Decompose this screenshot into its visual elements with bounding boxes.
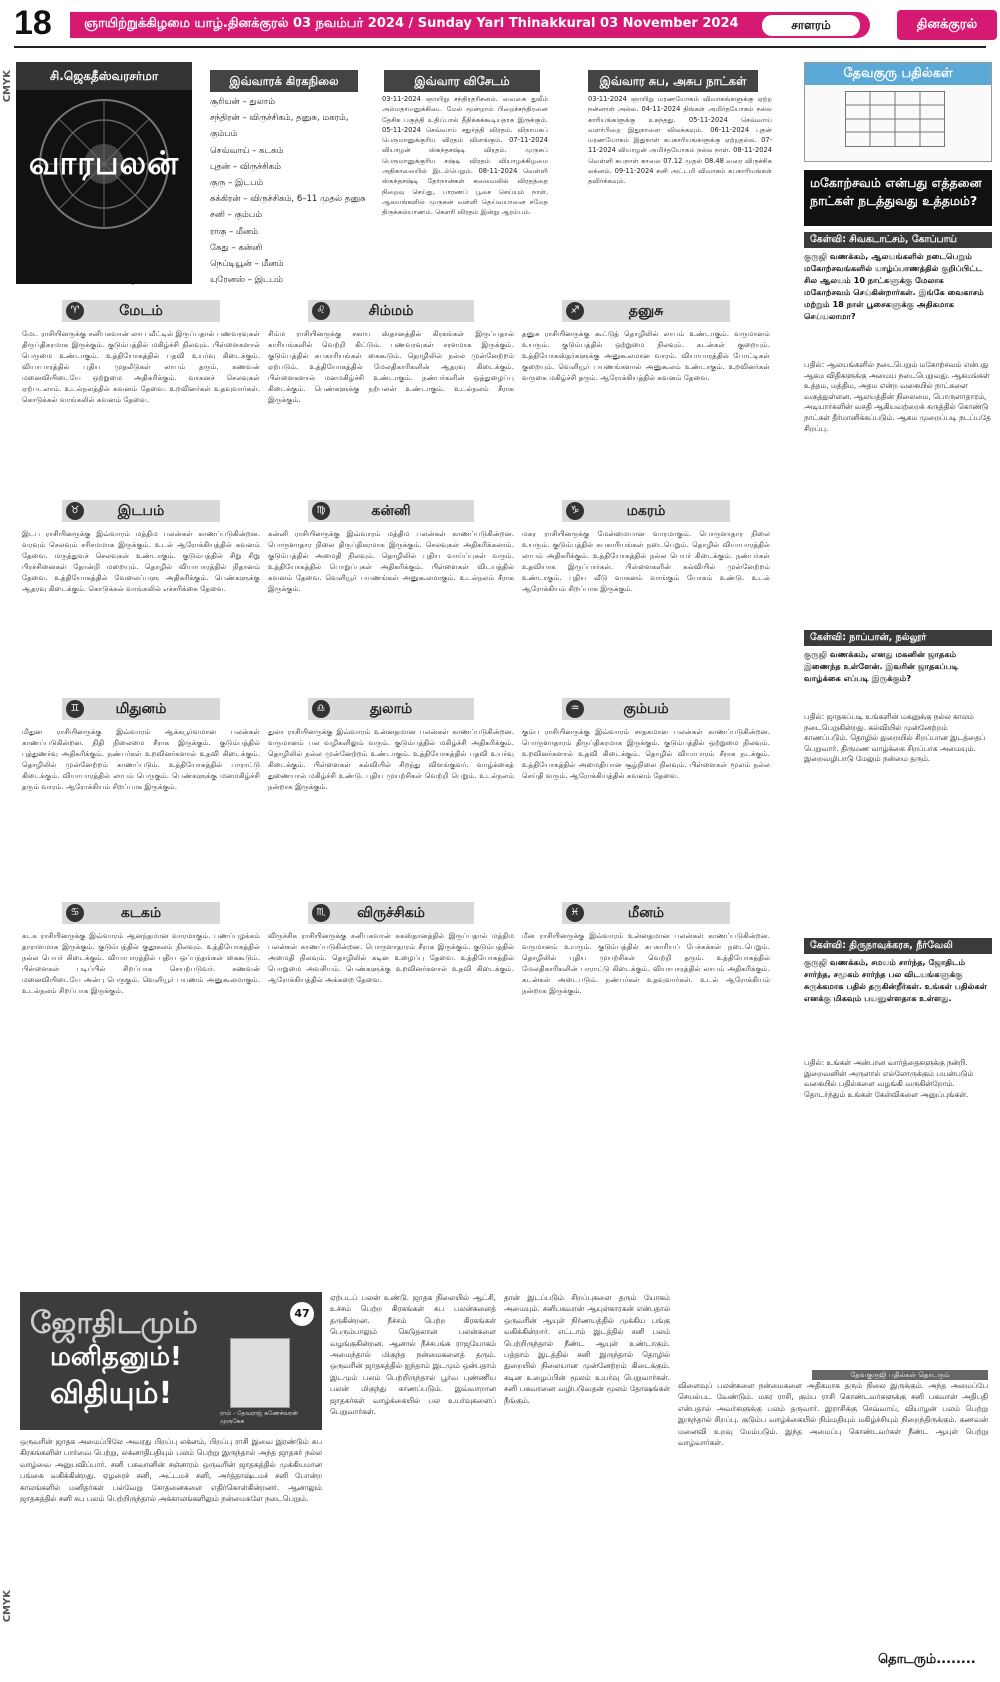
planet-item: குரு – இடபம் (210, 178, 264, 189)
rasi-heading (308, 902, 474, 924)
rasi-name: தனுசு (628, 303, 664, 319)
planet-item: சனி – கும்பம் (210, 210, 263, 221)
date-line: ஞாயிற்றுக்கிழமை யாழ்.தினக்குரல் 03 நவம்பர் 2024 / Sunday Yarl Thinakkural 03 November 2024 (84, 16, 739, 31)
rasi-text: சிம்ம ராசியினருக்கு சகாய ஸ்தானத்தில் கிரகங்கள் இருப்பதால் காரியங்களில் வெற்றி கிட்டும். பணவரவுகள் சரளமாக இருக்கும். குடும்பத்தில் சுபகாரியங்கள் கைகூடும். தொழிலில் நல்ல முன்னேற்றம் ஏற்படும். உத்தியோகத்தில் மேலதிகாரிகளின் ஆதரவு கிடைக்கும். பிள்ளைகளால் மனமகிழ்ச்சி உண்டாகும். நண்பர்களின் ஒத்துழைப்பு கிடைக்கும். பெண்களுக்கு நற்பலன் உண்டாகும். உடல்நலம் சீராக இருக்கும். (268, 329, 514, 404)
zodiac-sign-icon: ♒ (566, 700, 584, 718)
special-heading: இவ்வார விசேடம் (384, 70, 540, 92)
rasi-name: மேடம் (119, 303, 163, 319)
rasi-heading (308, 698, 474, 720)
zodiac-sign-icon: ♋ (66, 904, 84, 922)
q3-label: கேள்வி: திருநாவுக்கரசு, நீர்வேலி (804, 938, 992, 954)
planet-item: சுக்கிரன் – விருச்சிகம், 6–11 முதல் தனுசு (210, 194, 366, 205)
a3-text: பதில்: உங்கள் அன்பான வார்த்தைகளுக்கு நன்றி. இறைவனின் அருளால் எல்லோருக்கும் பயன்படும் வகையில் பதில்களை வழங்கி வருகின்றோம். தொடர்ந்தும் உங்கள் கேள்விகளை அனுப்புங்கள். (804, 1058, 974, 1099)
article-col-4: விளைவுப் பலன்களை நன்மைகளை அதிகமாக தரும் நிலை இருக்கும். அந்த அமைப்பே செயல்பட வேண்டும். மகர ராசி, கும்ப ராசி கொண்டவர்களுக்கு சனி பகவான் அதிபதி என்பதால் அவர்களுக்கு பலம் தருவார். இராசிக்கு செவ்வாய், வியாழன் பலம் பெற்று இருந்தால் சிறப்பு. குடும்ப வாழ்க்கையில் நிம்மதியும் மகிழ்ச்சியும் நிறைந்திருக்கும். கணவன் மனைவி உறவு மேம்படும். இந்த அமைப்பு கொண்டவர்கள் நீண்ட ஆயுள் பெற்று வாழ்வார்கள். (678, 1381, 988, 1448)
rasi-heading (62, 698, 220, 720)
devaguru-footer: தேவகுருஜி பதில்கள் தொடரும் (850, 1371, 950, 1379)
question-headline: மகோற்சவம் என்பது எத்தனை நாட்கள் நடத்துவது உத்தமம்? (804, 170, 992, 226)
rasi-name: துலாம் (369, 701, 413, 717)
continued-label: தொடரும்........ (878, 1652, 976, 1667)
author-photo (230, 1338, 290, 1408)
rasi-text: மீன ராசியினருக்கு இவ்வாரம் உன்னதமான பலன்கள் காணப்படுகின்றன. வருமானம் உயரும். குடும்பத்தில் சுபகாரியப் பேச்சுக்கள் நடைபெறும். தொழிலில் புதிய முயற்சிகள் வெற்றி தரும். உத்தியோகத்தில் மேலதிகாரிகளின் பாராட்டு கிடைக்கும். வியாபாரத்தில் லாபம் அதிகரிக்கும். கடன்கள் அடைபடும். நண்பர்கள் உதவுவார்கள். உடல் ஆரோக்கியம் நன்றாக இருக்கும். (522, 931, 770, 995)
rasi-text: துலா ராசியினருக்கு இவ்வாரம் உன்னதமான பலன்கள் காணப்படுகின்றன. வருமானம் பல வழிகளிலும் வரும். குடும்பத்தில் மகிழ்ச்சி அதிகரிக்கும். தொழிலில் நல்ல முன்னேற்றம் உண்டாகும். உத்தியோகத்தில் பதவி உயர்வு கிடைக்கும். பிள்ளைகள் கல்வியில் சிறந்து விளங்குவர். வாழ்க்கைத் துணையால் மகிழ்ச்சி உண்டு. புதிய முயற்சிகள் வெற்றி பெறும். உடல்நலம் நன்றாக இருக்கும். (268, 727, 514, 791)
rasi-heading (562, 300, 730, 322)
zodiac-sign-icon: ♓ (566, 904, 584, 922)
zodiac-sign-icon: ♈ (66, 302, 84, 320)
zodiac-sign-icon: ♑ (566, 502, 584, 520)
cmyk-mark-bottom: CMYK (2, 1590, 13, 1623)
a2-text: பதில்: ஜாதகப்படி உங்களின் மகனுக்கு நல்ல காலம் நடைபெறுகின்றது. கல்வியில் முன்னேற்றம் காணப்படும். தொழில் துறையில் சிறப்பான இடத்தைப் பெறுவார். திருமண வாழ்க்கை சிறப்பாக அமையும். இறைவழிபாடு மேலும் நன்மை தரும். (804, 712, 986, 764)
rasi-name: விருச்சிகம் (357, 905, 425, 921)
rasi-heading (562, 698, 730, 720)
q2-label: கேள்வி: நாப்பான், நல்லூர் (804, 630, 992, 646)
zodiac-sign-icon: ♍ (312, 502, 330, 520)
part-number: 47 (290, 1302, 314, 1326)
a1-text: பதில்: ஆலயங்களில் நடைபெறும் மகோற்சவம் என்பது ஆகம விதிகளுக்கு அமைய நடைபெறுவது. ஆகமங்கள் உத்தம, மத்திம, அதம என்ற வகையில் நாட்களை வகுத்துள்ளன. ஆலயத்தின் நிலைமை, பொருளாதாரம், அடியார்களின் வசதி ஆகியவற்றைக் கருத்தில் கொண்டு நாட்கள் தீர்மானிக்கப்படும். ஆகம முறைப்படி நடப்பதே சிறப்பு. (804, 360, 991, 433)
page-number: 18 (14, 4, 52, 42)
banner-line-2: மனிதனும்! (50, 1342, 182, 1372)
planet-item: ராகு – மீனம் (210, 226, 258, 237)
article-col-3: தான் இடப்படும் சிறப்புகளை தரும் யோகம் அமையும். சனிபகவான் ஆயுள்காரகன் என்பதால் ஒருவரின் ஆயுள் நிர்ணயத்தில் முக்கிய பங்கு வகிக்கின்றார். எட்டாம் இடத்தில் சனி பலம் பெற்றிருந்தால் நீண்ட ஆயுள் உண்டாகும். பத்தாம் இடத்தில் சனி இருந்தால் தொழில் துறையில் நிலையான முன்னேற்றம் கிடைக்கும். கடின உழைப்பின் மூலம் உயர்வு பெறுவார்கள். சனி பகவானை வழிபடுவதன் மூலம் தோஷங்கள் நீங்கும். (504, 1293, 670, 1405)
rasi-text: மேட ராசியினருக்கு சனிபகவான் லாப வீட்டில் இருப்பதால் பணவரவுகள் திருப்திகரமாக இருக்கும். குடும்பத்தில் மகிழ்ச்சி நிலவும். பிள்ளைகளால் பெருமை உண்டாகும். உத்தியோகத்தில் பதவி உயர்வு கிடைக்கும். வியாபாரத்தில் புதிய முதலீடுகள் லாபம் தரும். கணவன் மனைவியிடையே ஒற்றுமை அதிகரிக்கும். வாகனச் செலவுகள் ஏற்படலாம். உடல்நலத்தில் கவனம் தேவை. உறவினர்கள் உதவுவார்கள். கொடுக்கல் வாங்கலில் கவனம் தேவை. (22, 329, 260, 404)
rasi-heading (308, 300, 474, 322)
author-name: சி.ஜெகதீஸ்வரசர்மா (16, 62, 192, 90)
section-label: சாளரம் (762, 15, 860, 36)
zodiac-sign-icon: ♌ (312, 302, 330, 320)
devaguru-title: தேவகுரு பதில்கள் (805, 63, 991, 85)
devaguru-banner (804, 62, 992, 162)
rasi-name: மீனம் (627, 905, 665, 921)
zodiac-sign-icon: ♊ (66, 700, 84, 718)
planet-item: யுரேனஸ் – இடபம் (210, 275, 283, 286)
banner-line-3: விதியும்! (50, 1376, 173, 1411)
rasi-text: கும்ப ராசியினருக்கு இவ்வாரம் சாதகமான பலன்கள் காணப்படுகின்றன. பொருளாதாரம் திருப்திகரமாக இருக்கும். குடும்பத்தில் ஒற்றுமை நிலவும். உறவினர்களால் உதவி கிடைக்கும். தொழில் வியாபாரம் சீராக நடக்கும். உத்தியோகத்தில் அமைதியான சூழ்நிலை நிலவும். பிள்ளைகள் மூலம் நல்ல செய்தி வரும். ஆரோக்கியத்தில் கவனம் தேவை. (522, 727, 770, 780)
rasi-heading (62, 500, 220, 522)
rasi-heading (562, 500, 730, 522)
rasi-heading (562, 902, 730, 924)
rasi-name: இடபம் (117, 503, 165, 519)
planet-item: சூரியன் – துலாம் (210, 97, 276, 107)
planet-list (210, 94, 370, 288)
article-banner (20, 1292, 322, 1430)
rasi-name: கடகம் (120, 905, 162, 921)
zodiac-sign-icon: ♏ (312, 904, 330, 922)
rasi-name: மிதுனம் (115, 701, 167, 717)
planet-item: செவ்வாய் – கடகம் (210, 145, 284, 156)
rasi-text: கன்னி ராசியினருக்கு இவ்வாரம் மத்திம பலன்கள் காணப்படுகின்றன. பொருளாதார நிலை திருப்திகரமாக இருக்கும். செலவுகள் அதிகரிக்கலாம். குடும்பத்தில் அமைதி நிலவும். தொழிலில் புதிய வாய்ப்புகள் வரும். உத்தியோகத்தில் பொறுப்புகள் அதிகரிக்கும். பிள்ளைகள் விடயத்தில் கவனம் தேவை. வெளியூர் பயணங்கள் அனுகூலமாகும். உடல்நலம் சீராக இருக்கும். (268, 529, 514, 593)
article-col-1: ஒருவரின் ஜாதக அமைப்பிலே அவரது பிறப்பு லக்னம், பிறப்பு ராசி இவை இரண்டும் சுப கிரகங்களின் பார்வை பெற்று, லக்னாதிபதியும் பலம் பெற்று இருந்தால் அந்த ஜாதகர் நல்ல வாழ்வை அனுபவிப்பார். சனி பகவானின் சஞ்சாரம் ஒருவரின் ஜாதகத்தில் முக்கியமான பங்கை வகிக்கின்றது. ஏழரைச் சனி, அட்டமச் சனி, அர்த்தாஷ்டமச் சனி போன்ற காலங்களில் மனிதர்கள் பல்வேறு சோதனைகளை எதிர்கொள்கின்றனர். ஆனாலும் ஜாதகத்தில் சனி சுப பலம் பெற்றிருந்தால் அக்காலங்களிலும் நன்மைகளே நடைபெறும். (20, 1437, 322, 1504)
newspaper-logo: தினக்குரல் (897, 10, 997, 40)
rasi-text: கடக ராசியினருக்கு இவ்வாரம் ஆனந்தமான வாரமாகும். பணப்புழக்கம் தாராளமாக இருக்கும். குடும்பத்தில் குதூகலம் நிலவும். உத்தியோகத்தில் நல்ல பெயர் கிடைக்கும். வியாபாரத்தில் புதிய ஒப்பந்தங்கள் கைகூடும். பிள்ளைகள் படிப்பில் சிறப்பாக செயற்படுவர். கணவன் மனைவியிடையே அன்பு பெருகும். வெளியூர் பயணம் அனுகூலமாகும். உடல்நலம் சிறப்பாக இருக்கும். (22, 931, 260, 995)
date-to: 09 - 11 - 2024 வரை (20, 273, 137, 286)
auspicious-heading: இவ்வார சுப, அசுப நாட்கள் (588, 70, 758, 92)
page-header (0, 0, 1000, 48)
rasi-text: விருச்சிக ராசியினருக்கு சனிபகவான் சுகஸ்தானத்தில் இருப்பதால் மத்திம பலன்கள் காணப்படுகின்றன. பொருளாதாரம் சீராக இருக்கும். குடும்பத்தில் அமைதி நிலவும். தொழிலில் கடின உழைப்பு தேவை. உத்தியோகத்தில் பொறுமை அவசியம். பெண்களுக்கு உறவினர்களால் உதவி கிடைக்கும். ஆரோக்கியத்தில் அக்கறை தேவை. (268, 931, 514, 984)
zodiac-sign-icon: ♐ (566, 302, 584, 320)
rasi-name: மகரம் (626, 503, 666, 519)
planet-item: சந்திரன் – விருச்சிகம், தனுசு, மகரம், கும்பம் (210, 113, 349, 140)
zodiac-sign-icon: ♎ (312, 700, 330, 718)
planet-item: கேது – கன்னி (210, 242, 263, 253)
planet-item: நெப்டியூன் – மீனம் (210, 259, 284, 270)
rasi-heading (62, 300, 220, 322)
zodiac-sign-icon: ♉ (66, 502, 84, 520)
date-from: 03 - 11 - 2024 முதல் (20, 257, 139, 270)
rasi-name: சிம்மம் (368, 303, 414, 319)
rasi-name: கன்னி (371, 503, 411, 519)
q3-text: குருஜி வணக்கம், சமயம் சார்ந்த, ஜோதிடம் சார்ந்த, சமூகம் சார்ந்த பல விடயங்களுக்கு சுருக்கமாக பதில் தருகின்றீர்கள். உங்கள் பதில்கள் எனக்கு மிகவும் பயனுள்ளதாக உள்ளது. (804, 957, 988, 1003)
rasi-heading (62, 902, 220, 924)
planet-item: புதன் – விருச்சிகம் (210, 161, 281, 172)
auspicious-text: 03-11-2024 ஞாயிறு மரணயோகம் விவாகங்களுக்கு ஏற்ற நன்னாள் அல்ல. 04-11-2024 திங்கள் அமிர்தயோகம் நல்ல காரியங்களுக்கு உகந்தது. 05-11-2024 செவ்வாய் வளர்பிறை இதுநாளை விலக்கவும். 06-11-2024 புதன் மரணயோகம் இதுநாள் சுபகாரியங்களுக்கு ஏற்றதல்ல. 07-11-2024 வியாழன் அமிர்தயோகம் நல்ல நாள். 08-11-2024 வெள்ளி சுபநாள் காலை 07.12 முதல் 08.48 வரை விருச்சிக லக்னம். 09-11-2024 சனி அட்டமி விவாகம் சுபகாரியங்கள் தவிர்க்கவும். (588, 95, 772, 186)
rasi-text: தனுசு ராசியினருக்கு கூட்டுத் தொழிலில் லாபம் உண்டாகும். வருமானம் உயரும். குடும்பத்தில் ஒற்றுமை நிலவும். கடன்கள் குறையும். உத்தியோகஸ்தர்களுக்கு அனுகூலமான வாரம். வியாபாரத்தில் போட்டிகள் குறையும். வெளியூர் பயணங்களால் அனுகூலம் உண்டாகும். உறவினர்கள் வருகை மகிழ்ச்சி தரும். ஆரோக்கியத்தில் கவனம் தேவை. (522, 329, 770, 382)
q2-text: குருஜி வணக்கம், எனது மகனின் ஜாதகம் இணைந்த உள்ளேன். இவரின் ஜாதகப்படி வாழ்க்கை எப்படி இருக்கும்? (804, 649, 959, 683)
rasi-text: மிதுன ராசியினருக்கு இவ்வாரம் ஆக்கபூர்வமான பலன்கள் காணப்படுகின்றன. நிதி நிலைமை சீராக இருக்கும். குடும்பத்தில் புத்துணர்வு அதிகரிக்கும். நண்பர்கள் உறவினர்களால் உதவி கிடைக்கும். தொழிலில் முன்னேற்றம் காணப்படும். உத்தியோகத்தில் பாராட்டு கிடைக்கும். வியாபாரத்தில் லாபம் பெருகும். பெண்களுக்கு மனமகிழ்ச்சி தரும் வாரம். ஆரோக்கியம் சிறப்பாக இருக்கும். (22, 727, 260, 791)
special-text: 03-11-2024 ஞாயிறு சந்திரதரிசனம். வைகை துலீம் அம்மதாமனுக்கிடை மேல் மூன்றாம் பிறைச்சந்திரனை தேசிக பகுத்தி உதிப்பால் தீதிக்கக்கூடியதாக இருக்கும். 05-11-2024 செவ்வாய் சதுர்த்தி விரதம். விநாயகப் பெருமானுக்குரிய விரதம் விளங்கும். 07-11-2024 வியாழன் ஸ்கந்தசஷ்டி விரதம். முருகப் பெருமானுக்குரிய சஷ்டி விரதம் வியாழக்கிழமை அதிகாலையில் இடம்பெறும். 08-11-2024 வெள்ளி ஸ்கந்தசஷ்டி தேர்நான்கள் கலைவலில் விரதத்தை நிறைவு செய்து, பாரணப் பூசை செய்யும் நாள். ஆலயங்களில் முருகன் வள்ளி தெய்வயானை சமேத திருக்கல்யாணம். கௌரி விரதம் இன்று ஆரம்பம். (382, 95, 548, 217)
q1-text: குருஜி வணக்கம், ஆலயங்களில் நடைபெறும் மகோற்சவங்களில் யாழ்ப்பாணத்தில் குறிப்பிட்ட சில ஆலயம் 10 நாட்களுக்கு மேலாக மகோற்சவம் செய்கின்றார்கள். இங்கே வைகாசம் மற்றும் 18 நாள் பூசைகளுக்கு அதிகமாக செய்யலாமா? (804, 251, 984, 321)
rasi-name: கும்பம் (623, 701, 669, 717)
author-caption: ராம் - தேவராஜ் கணேச்வரன் முருகேசு (220, 1410, 298, 1425)
article-col-2: ஏற்படப் பலன் உண்டு. ஜாதக நிலையில் ஆட்சி, உச்சம் பெற்ற கிரகங்கள் சுப பலன்களைத் தருகின்றன. நீச்சம் பெற்ற கிரகங்கள் பெரும்பாலும் கெடுதலான பலன்களை வழங்குகின்றன. ஆனால் நீச்சபங்க ராஜயோகம் அமைந்தால் மிகுந்த நன்மைகளைத் தரும். ஒருவரின் ஜாதகத்தில் ஐந்தாம் இடமும் ஒன்பதாம் இடமும் பலம் பெற்றிருந்தால் பூர்வ புண்ணிய பலன் மிகுந்து காணப்படும். இவ்வாறான ஜாதகர்கள் வாழ்க்கையில் பல உயர்வுகளைப் பெறுவார்கள். (330, 1293, 496, 1417)
rasi-text: மகர ராசியினருக்கு மேன்மையான வாரமாகும். பொருளாதார நிலை உயரும். குடும்பத்தில் சுபகாரியங்கள் நடைபெறும். தொழில் வியாபாரத்தில் லாபம் அதிகரிக்கும். உத்தியோகத்தில் நல்ல பெயர் கிடைக்கும். நண்பர்கள் உதவியாக இருப்பார்கள். பிள்ளைகளின் கல்வியில் முன்னேற்றம் உண்டாகும். புதிய வீடு வாகனம் வாங்கும் யோகம் உண்டு. உடல் ஆரோக்கியம் சிறப்பாக இருக்கும். (522, 529, 770, 593)
header-rule (14, 46, 986, 48)
cmyk-mark-top: CMYK (2, 70, 13, 103)
rasi-heading (308, 500, 474, 522)
horoscope-grid-icon (845, 91, 945, 147)
q1-label: கேள்வி: சிவகடாட்சம், கோப்பாய் (804, 232, 992, 248)
banner-line-1: ஜோதிடமும் (30, 1306, 198, 1341)
planets-heading: இவ்வாரக் கிரகநிலை (210, 70, 358, 92)
rasi-text: இடப ராசியினருக்கு இவ்வாரம் மத்திம பலன்கள் காணப்படுகின்றன. வரவும் செலவும் சரிசமமாக இருக்கும். உடல் ஆரோக்கியத்தில் கவனம் தேவை. மருத்துவச் செலவுகள் உண்டாகும். குடும்பத்தில் சிறு சிறு பிரச்சினைகள் தோன்றி மறையும். தொழில் வியாபாரத்தில் நிதானம் தேவை. உத்தியோகத்தில் வேலைப்பளு அதிகரிக்கும். பெண்களுக்கு ஆதரவு கிடைக்கும். கொடுக்கல் வாங்கலில் எச்சரிக்கை தேவை. (22, 529, 260, 593)
week-dates (20, 256, 138, 288)
varapalan-banner (16, 62, 192, 284)
varapalan-title: வாரபலன் (28, 144, 180, 182)
